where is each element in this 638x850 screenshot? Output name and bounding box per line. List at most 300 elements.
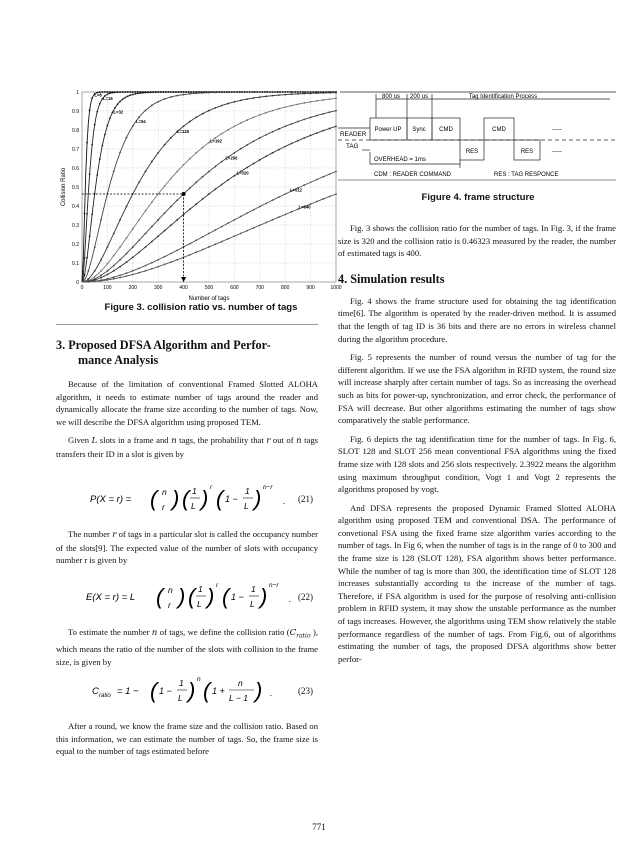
- series-point-L32: [160, 91, 162, 93]
- series-point-L64: [291, 91, 293, 93]
- series-point-L320: [246, 167, 248, 169]
- series-point-L640: [195, 251, 197, 253]
- series-point-L512: [272, 199, 274, 201]
- series-point-L640: [221, 241, 223, 243]
- svg-text:): ): [178, 584, 186, 609]
- frame-structure-diagram: [338, 88, 618, 206]
- series-point-L128: [284, 94, 286, 96]
- series-point-L192: [157, 193, 159, 195]
- series-point-L64: [234, 91, 236, 93]
- series-point-L32: [155, 91, 157, 93]
- series-point-L128: [151, 161, 153, 163]
- series-point-L64: [272, 91, 274, 93]
- equation-22-number: (22): [298, 592, 313, 602]
- series-point-L128: [126, 206, 128, 208]
- series-point-L192: [126, 237, 128, 239]
- series-point-L32: [180, 91, 182, 93]
- overhead-text: OVERHEAD = 1ms: [374, 157, 426, 163]
- series-point-L640: [100, 280, 102, 282]
- series-point-L128: [291, 93, 293, 95]
- series-point-L192: [322, 99, 324, 101]
- series-point-L192: [265, 112, 267, 114]
- series-point-L320: [189, 208, 191, 210]
- equation-21: [90, 480, 290, 520]
- s3-p3-a: The number: [68, 529, 113, 539]
- series-point-L64: [202, 92, 204, 94]
- series-point-L320: [303, 137, 305, 139]
- series-label-L32: L=32: [113, 109, 124, 115]
- series-point-L256: [259, 137, 261, 139]
- series-point-L32: [137, 93, 139, 95]
- series-point-L32: [127, 95, 129, 97]
- equation-21-number: (21): [298, 494, 313, 504]
- series-point-L64: [176, 95, 178, 97]
- series-point-L128: [272, 95, 274, 97]
- series-point-L320: [138, 251, 140, 253]
- series-point-L320: [253, 163, 255, 165]
- series-point-L192: [259, 114, 261, 116]
- series-label-L128: L=128: [176, 128, 189, 134]
- series-point-L256: [291, 123, 293, 125]
- series-point-L192: [119, 246, 121, 248]
- series-point-L512: [132, 270, 134, 272]
- figure3-caption: Figure 3. collision ratio vs. number of tags: [104, 302, 298, 313]
- series-point-L320: [107, 274, 109, 276]
- series-point-L32: [101, 145, 103, 147]
- y-axis-label: Collision Ratio: [61, 167, 67, 207]
- series-point-L32: [84, 274, 86, 276]
- time-200us: 200 us: [409, 94, 429, 100]
- series-point-L128: [265, 95, 267, 97]
- reader-label: READER: [340, 131, 367, 138]
- annotation-point: [182, 192, 186, 196]
- x-tick-label: 1000: [330, 285, 342, 291]
- series-point-L128: [94, 270, 96, 272]
- series-point-L192: [297, 103, 299, 105]
- svg-text:): ): [255, 678, 263, 703]
- series-point-L640: [132, 274, 134, 276]
- series-point-L128: [100, 259, 102, 261]
- series-point-L512: [170, 253, 172, 255]
- figure4-caption: Figure 4. frame structure: [421, 192, 535, 203]
- left-column-2: [56, 528, 318, 573]
- series-point-L32: [190, 91, 192, 93]
- series-point-L640: [335, 193, 337, 195]
- series-point-L192: [310, 101, 312, 103]
- series-point-L32: [132, 94, 134, 96]
- series-point-L256: [138, 239, 140, 241]
- legend-cmd: CDM : READER COMMAND: [374, 172, 452, 178]
- series-point-L640: [164, 264, 166, 266]
- svg-text:(: (: [150, 486, 158, 511]
- series-point-L64: [278, 91, 280, 93]
- series-point-L256: [100, 274, 102, 276]
- series-point-L640: [253, 227, 255, 229]
- series-point-L640: [126, 275, 128, 277]
- svg-text:1: 1: [192, 486, 197, 496]
- series-point-L640: [329, 196, 331, 198]
- series-point-L256: [170, 206, 172, 208]
- series-point-L192: [94, 276, 96, 278]
- series-point-L32: [188, 91, 190, 93]
- series-point-L32: [89, 235, 91, 237]
- svg-text:r: r: [162, 502, 165, 512]
- series-point-L256: [272, 131, 274, 133]
- series-point-L512: [119, 274, 121, 276]
- series-point-L512: [157, 259, 159, 261]
- series-point-L320: [126, 261, 128, 263]
- series-point-L16: [107, 93, 109, 95]
- series-point-L64: [157, 101, 159, 103]
- series-point-L512: [113, 276, 115, 278]
- series-point-L640: [202, 249, 204, 251]
- series-point-L320: [170, 224, 172, 226]
- series-point-L64: [221, 91, 223, 93]
- s4-paragraph-3: Fig. 6 depicts the tag identification time for the number of tags. In Fig. 6, SLOT 128 and SLOT 256 mean conventional FSA algorithms using the fixed frame size with 128 slots and 256 slots respectively. 2.3922 means the algorithm using maximum throughput condition, Vogt 1 and Vogt 2 represents the algorithms proposed by vogt.: [338, 433, 616, 495]
- y-tick-label: 0.3: [72, 222, 79, 229]
- series-point-L640: [94, 281, 96, 283]
- series-point-L192: [329, 98, 331, 100]
- series-point-L256: [240, 148, 242, 150]
- series-point-L128: [157, 152, 159, 154]
- series-point-L256: [107, 270, 109, 272]
- s4-paragraph-4: And DFSA represents the proposed Dynamic Framed Slotted ALOHA algorithm using proposed TEM and conventional DSA. The performance of convetional FSA using the fixed frame size algorithm varies according to the number of tags. In Fig 6, when the number of tags is in the range of 0 to 300 and the frame size is 128 (SLOT 128), FSA algorithm shows better performance. While the number of tag is more than 300, the identification time of SLOT 128 increases substantially according to the increase of the number of tags. Therefore, if FSA algorithm is used for the purpose of resolving anti-collision problem in RFID system, it may show the unstable performance as the number of tags increases. However, the algorithms using TEM show relatively the stable performance regardless of the number of tags. From Fig.6, out of algorithms estimating the number of tags, the proposed DFSA algorithms show better perfor-: [338, 502, 616, 664]
- series-point-L320: [259, 159, 261, 161]
- y-tick-label: 0.5: [72, 184, 79, 191]
- series-point-L640: [119, 277, 121, 279]
- series-point-L64: [297, 91, 299, 93]
- series-point-L512: [246, 212, 248, 214]
- series-point-L320: [291, 143, 293, 145]
- series-point-L128: [259, 96, 261, 98]
- tag-label: TAG: [346, 143, 359, 150]
- page-number: 771: [312, 822, 326, 832]
- series-point-L64: [284, 91, 286, 93]
- series-point-L64: [145, 110, 147, 112]
- series-point-L32: [96, 174, 98, 176]
- series-point-L128: [303, 93, 305, 95]
- series-point-L16: [122, 91, 124, 93]
- series-point-L640: [214, 243, 216, 245]
- series-point-L512: [259, 206, 261, 208]
- series-point-L640: [227, 238, 229, 240]
- s3-paragraph-2: Given L slots in a frame and n tags, the probability that r out of n tags transfers their ID in a slot is given by: [56, 435, 318, 459]
- series-point-L256: [246, 144, 248, 146]
- svg-text:= 1 −: = 1 −: [117, 686, 139, 697]
- series-point-L16: [134, 91, 136, 93]
- series-point-L192: [113, 255, 115, 257]
- res2-text: RES: [520, 149, 534, 155]
- series-point-L192: [145, 210, 147, 212]
- equation-22: [86, 578, 296, 618]
- section3-title: [56, 338, 318, 368]
- series-point-L192: [316, 100, 318, 102]
- series-point-L512: [227, 222, 229, 224]
- left-column: [56, 338, 318, 467]
- series-point-L640: [265, 222, 267, 224]
- series-point-L192: [195, 152, 197, 154]
- series-point-L32: [119, 101, 121, 103]
- series-point-L32: [114, 107, 116, 109]
- series-label-L192: L=192: [209, 138, 222, 144]
- series-point-L640: [291, 211, 293, 213]
- series-point-L64: [94, 246, 96, 248]
- series-point-L128: [329, 92, 331, 94]
- series-point-L320: [145, 246, 147, 248]
- svg-text:r: r: [210, 484, 213, 491]
- series-point-L192: [176, 171, 178, 173]
- svg-text:1 −: 1 −: [231, 592, 244, 602]
- series-point-L16: [84, 257, 86, 259]
- series-point-L8: [89, 109, 91, 111]
- series-point-L640: [208, 246, 210, 248]
- series-point-L640: [145, 270, 147, 272]
- series-point-L640: [87, 281, 89, 283]
- series-point-L64: [208, 92, 210, 94]
- x-tick-label: 700: [255, 285, 264, 291]
- series-point-L512: [322, 176, 324, 178]
- series-point-L32: [185, 91, 187, 93]
- series-point-L192: [291, 105, 293, 107]
- series-point-L32: [109, 117, 111, 119]
- series-point-L640: [322, 198, 324, 200]
- series-point-L512: [208, 233, 210, 235]
- series-point-L256: [322, 113, 324, 115]
- s4-paragraph-1: Fig. 4 shows the frame structure used for obtaining the tag identification time[6]. The algorithm is operated by the reader-driven method. It is assumed that the length of tag ID is 36 bits and there are no errors in wireless channel during the algorithm procedure.: [338, 295, 616, 344]
- fig3-description: Fig. 3 shows the collision ratio for the number of tags. In Fig. 3, if the frame size is 320 and the collision ratio is 0.46323 measured by the reader, the number of estimated tags is 400.: [338, 223, 616, 259]
- series-point-L256: [335, 110, 337, 112]
- y-tick-label: 0.1: [72, 260, 79, 267]
- svg-text:): ): [260, 584, 268, 609]
- series-point-L32: [129, 94, 131, 96]
- series-point-L256: [113, 265, 115, 267]
- series-point-L32: [173, 91, 175, 93]
- series-point-L256: [316, 115, 318, 117]
- series-point-L640: [151, 268, 153, 270]
- series-point-L192: [253, 116, 255, 118]
- s3-paragraph-1: Because of the limitation of conventional Framed Slotted ALOHA algorithm, it needs to estimate number of tags around the reader and dynamically allocate the frame size according to the number of tags. Now, we will describe the DFSA algorithm using proposed TEM.: [56, 379, 318, 427]
- svg-text:.: .: [270, 688, 273, 698]
- svg-text:n: n: [238, 678, 243, 688]
- series-point-L320: [119, 266, 121, 268]
- series-point-L16: [89, 173, 91, 175]
- series-point-L256: [310, 117, 312, 119]
- series-label-L64: L=64: [136, 119, 146, 125]
- svg-text:(: (: [222, 584, 230, 609]
- series-point-L128: [335, 92, 337, 94]
- series-point-L32: [152, 91, 154, 93]
- series-point-L512: [303, 184, 305, 186]
- series-point-L128: [183, 125, 185, 127]
- series-point-L512: [195, 239, 197, 241]
- series-point-L640: [138, 272, 140, 274]
- svg-text:n: n: [197, 676, 201, 683]
- series-point-L192: [189, 158, 191, 160]
- y-tick-label: 0.2: [72, 241, 79, 248]
- svg-text:1: 1: [179, 678, 184, 688]
- series-point-L16: [112, 92, 114, 94]
- series-point-L256: [253, 140, 255, 142]
- s3-paragraph-3: The number r of tags in a particular slot is called the occupancy number of the slots[9]. The expected value of the number of slots with occupancy number r is given by: [56, 529, 318, 566]
- svg-text:n: n: [162, 487, 167, 497]
- series-point-L512: [234, 219, 236, 221]
- series-point-L32: [167, 91, 169, 93]
- series-point-L128: [253, 97, 255, 99]
- series-point-L320: [335, 125, 337, 127]
- series-point-L16: [99, 103, 101, 105]
- series-point-L640: [157, 266, 159, 268]
- s3-p2-e: tags transfers their ID in a slot is given by: [56, 435, 318, 459]
- series-point-L128: [246, 98, 248, 100]
- cmd1-text: CMD: [439, 127, 453, 133]
- series-point-L256: [284, 125, 286, 127]
- series-point-L512: [316, 179, 318, 181]
- series-point-L192: [227, 129, 229, 131]
- s3-p3-b: of tags in a particular slot is called the occupancy number of the slots[9]. The expected value of the number of slots with occupancy number r is given by: [56, 529, 318, 566]
- s3-p4-a: To estimate the number: [68, 627, 152, 637]
- series-point-L320: [272, 152, 274, 154]
- svg-text:P(X = r) =: P(X = r) =: [90, 494, 132, 505]
- series-point-L32: [175, 91, 177, 93]
- series-point-L192: [303, 102, 305, 104]
- x-tick-label: 800: [281, 285, 290, 291]
- svg-text:1: 1: [251, 584, 256, 594]
- series-point-L16: [117, 91, 119, 93]
- section4-title: 4. Simulation results: [338, 271, 445, 286]
- y-tick-label: 1: [76, 89, 79, 96]
- series-point-L64: [195, 92, 197, 94]
- svg-text:.: .: [283, 496, 286, 506]
- series-point-L320: [176, 219, 178, 221]
- series-point-L32: [142, 92, 144, 94]
- svg-text:): ): [188, 678, 196, 703]
- svg-text:E(X = r) = L: E(X = r) = L: [86, 592, 136, 603]
- series-point-L512: [284, 193, 286, 195]
- series-label-L640: L=640: [298, 204, 311, 210]
- series-point-L128: [107, 246, 109, 248]
- series-point-L64: [183, 94, 185, 96]
- series-point-L32: [150, 91, 152, 93]
- series-point-L512: [253, 209, 255, 211]
- series-point-L320: [214, 188, 216, 190]
- series-label-L8: L=8: [94, 92, 102, 98]
- series-point-L640: [113, 278, 115, 280]
- series-point-L640: [284, 214, 286, 216]
- svg-text:(: (: [216, 486, 224, 511]
- svg-text:L: L: [250, 599, 255, 609]
- svg-text:(: (: [203, 678, 211, 703]
- series-point-L16: [129, 91, 131, 93]
- series-point-L192: [246, 119, 248, 121]
- x-tick-label: 300: [154, 285, 163, 291]
- series-point-L256: [278, 128, 280, 130]
- series-point-L640: [189, 254, 191, 256]
- series-point-L256: [157, 219, 159, 221]
- series-point-L640: [246, 230, 248, 232]
- series-point-L64: [132, 125, 134, 127]
- svg-text:): ): [201, 486, 209, 511]
- series-point-L32: [157, 91, 159, 93]
- s3-p2-d: out of: [270, 435, 297, 446]
- series-label-L256: L=256: [225, 155, 238, 161]
- series-point-L32: [140, 92, 142, 94]
- svg-text:): ): [254, 486, 262, 511]
- s4-paragraph-2: Fig. 5 represents the number of round versus the number of tag for the different algorithm. If we use the FSA algorithm in RFID system, the round size will increase sharply after certain number of tags. So as increasing the overhead such as bits for power-up, synchronization, and error check, the performance of FSA will decrease. But other algorithms estimating the number of tags show comparatively the stable performance.: [338, 352, 616, 426]
- series-point-L512: [329, 173, 331, 175]
- series-point-L128: [202, 113, 204, 115]
- series-point-L320: [265, 155, 267, 157]
- series-point-L320: [316, 132, 318, 134]
- series-point-L128: [164, 144, 166, 146]
- series-point-L64: [138, 116, 140, 118]
- svg-text:L: L: [178, 693, 183, 703]
- series-point-L512: [151, 262, 153, 264]
- series-point-L64: [170, 96, 172, 98]
- series-point-L320: [132, 256, 134, 258]
- series-point-L8: [91, 97, 93, 99]
- series-point-L32: [165, 91, 167, 93]
- s3-p4-b: of tags, we define the collision ratio (: [157, 627, 290, 637]
- time-800us: 800 us: [381, 94, 401, 100]
- series-point-L256: [126, 253, 128, 255]
- series-point-L640: [170, 261, 172, 263]
- series-point-L256: [265, 134, 267, 136]
- series-point-L256: [329, 111, 331, 113]
- series-point-L512: [126, 272, 128, 274]
- y-tick-label: 0.8: [72, 127, 79, 134]
- series-point-L64: [227, 91, 229, 93]
- series-point-L32: [147, 92, 149, 94]
- series-point-L640: [234, 235, 236, 237]
- series-point-L128: [221, 105, 223, 107]
- svg-text:n: n: [168, 585, 173, 595]
- series-point-L8: [104, 91, 106, 93]
- section3-title-line1: 3. Proposed DFSA Algorithm and Perfor-: [56, 338, 271, 352]
- series-point-L64: [246, 91, 248, 93]
- svg-text:): ): [207, 584, 215, 609]
- series-point-L256: [208, 171, 210, 173]
- series-point-L128: [189, 121, 191, 123]
- series-point-L320: [100, 277, 102, 279]
- series-point-L64: [214, 92, 216, 94]
- series-point-L192: [278, 108, 280, 110]
- series-point-L256: [214, 166, 216, 168]
- series-point-L64: [100, 219, 102, 221]
- series-point-L32: [117, 103, 119, 105]
- series-point-L128: [297, 93, 299, 95]
- x-axis-label: Number of tags: [188, 296, 230, 302]
- svg-text:L: L: [197, 599, 202, 609]
- series-point-L256: [195, 181, 197, 183]
- series-point-L32: [145, 92, 147, 94]
- left-column-3: [56, 626, 318, 675]
- series-point-L64: [87, 270, 89, 272]
- series-point-L512: [240, 216, 242, 218]
- equation-23-number: (23): [298, 686, 313, 696]
- dots1-text: -----: [552, 127, 562, 133]
- series-point-L32: [99, 158, 101, 160]
- series-point-L32: [107, 125, 109, 127]
- series-point-L320: [195, 203, 197, 205]
- left-column-4: [56, 720, 318, 764]
- series-point-L256: [119, 259, 121, 261]
- series-point-L192: [183, 164, 185, 166]
- series-point-L16: [91, 144, 93, 146]
- series-point-L16: [124, 91, 126, 93]
- series-point-L32: [124, 97, 126, 99]
- series-point-L320: [164, 230, 166, 232]
- legend-res: RES : TAG RESPONCE: [494, 172, 559, 178]
